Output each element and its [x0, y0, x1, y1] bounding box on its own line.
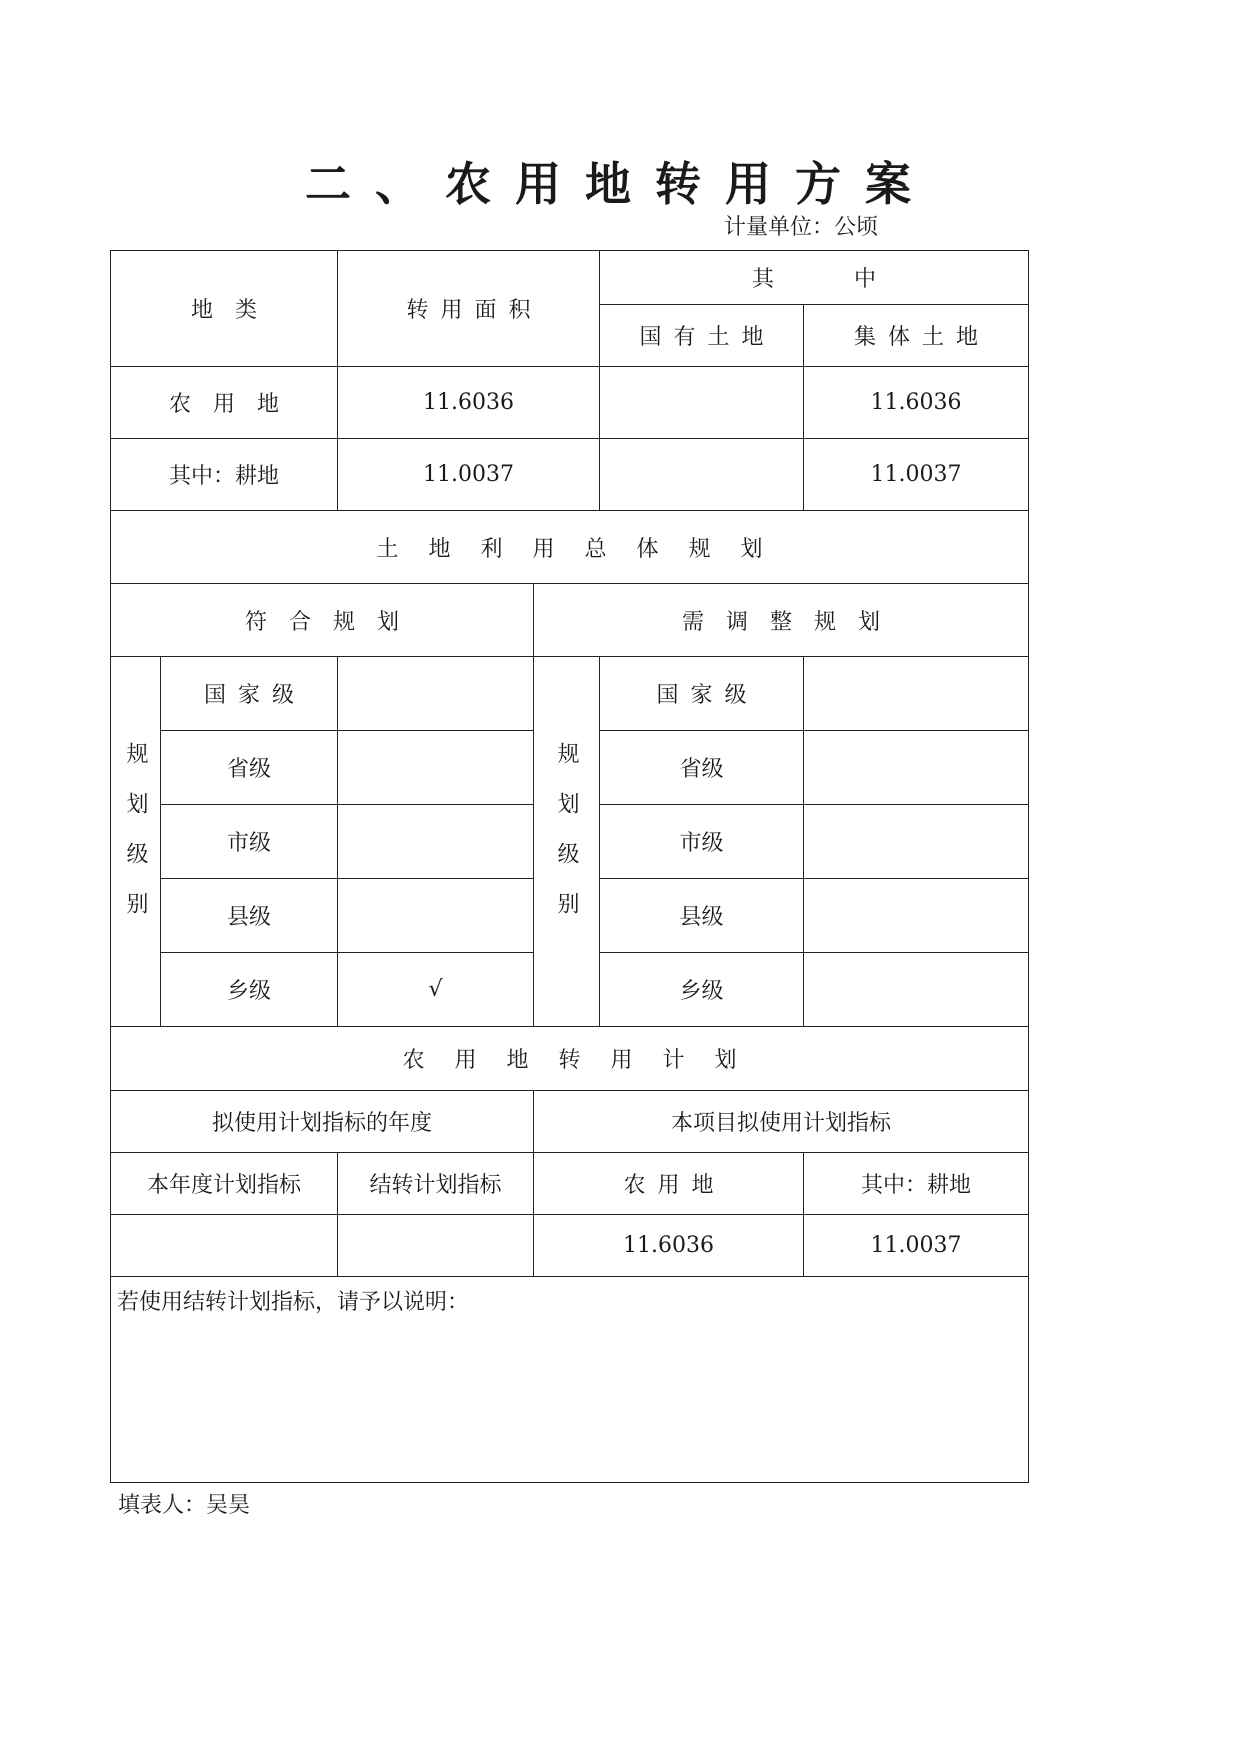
adjust-level-county: 县级 [600, 879, 804, 953]
row-farmland-label: 农用地 [111, 367, 338, 439]
adjust-value-city [804, 805, 1029, 879]
row-cultivated-area: 11.0037 [338, 439, 600, 511]
header-state-land: 国有土地 [600, 305, 804, 367]
conform-value-national [338, 657, 534, 731]
header-of-which: 其中 [600, 251, 1029, 305]
project-index-title: 本项目拟使用计划指标 [534, 1091, 1029, 1153]
adjust-value-township [804, 953, 1029, 1027]
adjust-level-label: 规划级别 [554, 741, 580, 942]
conform-level-province: 省级 [161, 731, 338, 805]
conversion-plan-title: 农用地转用计划 [111, 1027, 1029, 1091]
conform-value-province [338, 731, 534, 805]
carryover-index-label: 结转计划指标 [338, 1153, 534, 1215]
row-cultivated-state [600, 439, 804, 511]
conform-title: 符合规划 [111, 584, 534, 657]
adjust-level-city: 市级 [600, 805, 804, 879]
plan-farmland-value: 11.6036 [534, 1215, 804, 1277]
conform-level-label: 规划级别 [123, 741, 148, 942]
header-land-type: 地类 [111, 251, 338, 367]
row-farmland-collective: 11.6036 [804, 367, 1029, 439]
unit-label: 计量单位：公顷 [724, 215, 879, 240]
conform-level-national: 国家级 [161, 657, 338, 731]
conform-level-township: 乡级 [161, 953, 338, 1027]
planning-section-title: 土地利用总体规划 [111, 511, 1029, 584]
adjust-level-label-cell [534, 657, 600, 1027]
conform-value-county [338, 879, 534, 953]
header-collective-land: 集体土地 [804, 305, 1029, 367]
current-year-index-value [111, 1215, 338, 1277]
filler-name: 吴昊 [206, 1493, 251, 1518]
current-year-index-label: 本年度计划指标 [111, 1153, 338, 1215]
carryover-note-label: 若使用结转计划指标，请予以说明： [117, 1290, 470, 1315]
carryover-note [111, 1277, 1029, 1483]
adjust-value-county [804, 879, 1029, 953]
filler-label: 填表人： [118, 1493, 207, 1518]
land-conversion-table [110, 250, 1029, 1483]
adjust-value-national [804, 657, 1029, 731]
adjust-title: 需调整规划 [534, 584, 1029, 657]
adjust-value-province [804, 731, 1029, 805]
row-farmland-area: 11.6036 [338, 367, 600, 439]
year-index-title: 拟使用计划指标的年度 [111, 1091, 534, 1153]
adjust-level-national: 国家级 [600, 657, 804, 731]
row-farmland-state [600, 367, 804, 439]
conform-level-label-cell [111, 657, 161, 1027]
conform-level-county: 县级 [161, 879, 338, 953]
adjust-level-province: 省级 [600, 731, 804, 805]
adjust-level-township: 乡级 [600, 953, 804, 1027]
plan-cultivated-label: 其中：耕地 [804, 1153, 1029, 1215]
conform-value-city [338, 805, 534, 879]
row-cultivated-collective: 11.0037 [804, 439, 1029, 511]
conform-value-township: √ [338, 953, 534, 1027]
header-area: 转用面积 [338, 251, 600, 367]
row-cultivated-label: 其中：耕地 [111, 439, 338, 511]
filler-line [118, 1488, 250, 1519]
carryover-index-value [338, 1215, 534, 1277]
plan-cultivated-value: 11.0037 [804, 1215, 1029, 1277]
plan-farmland-label: 农用地 [534, 1153, 804, 1215]
conform-level-city: 市级 [161, 805, 338, 879]
page-title: 二、农用地转用方案 [305, 157, 935, 211]
